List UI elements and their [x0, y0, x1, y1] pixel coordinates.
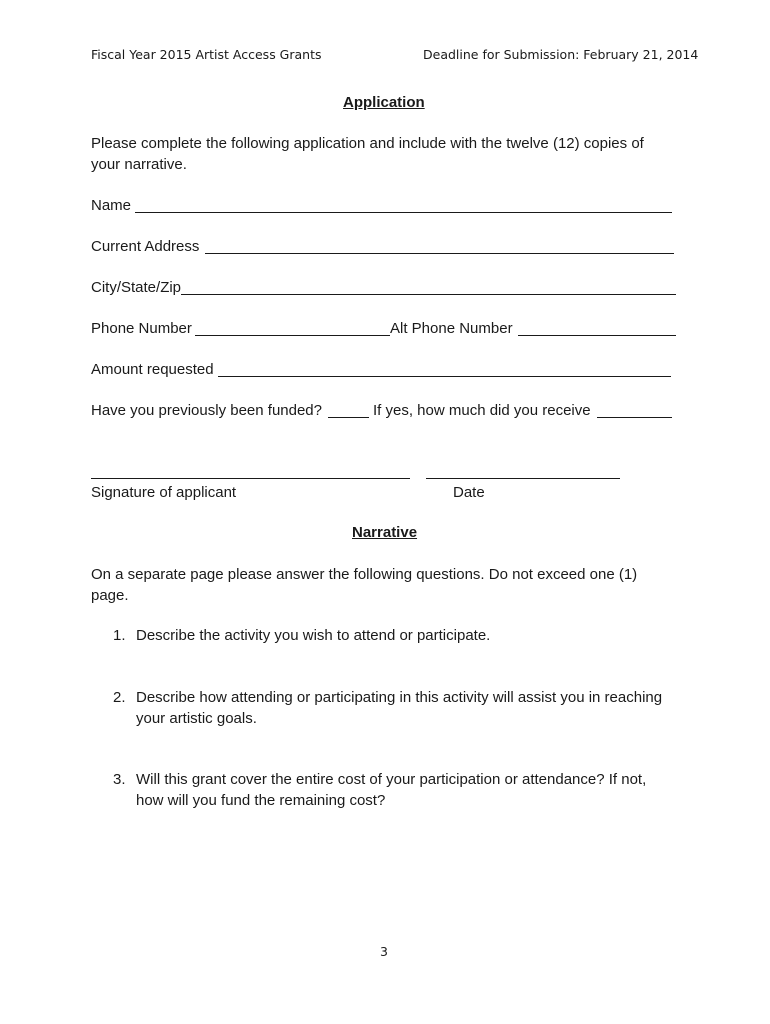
name-label: Name: [91, 197, 132, 214]
narrative-title: Narrative: [352, 524, 418, 541]
previously-funded-field[interactable]: [328, 417, 369, 418]
city-state-zip-field[interactable]: [181, 294, 676, 295]
alt-phone-field[interactable]: [518, 335, 676, 336]
question-text: Describe how attending or participating in this activity will assist you in reaching: [136, 689, 663, 706]
page-number: 3: [380, 944, 388, 959]
application-intro-line1: Please complete the following application and include with the twelve (12) copies of: [91, 135, 644, 152]
question-text: Will this grant cover the entire cost of your participation or attendance? If not,: [136, 771, 647, 788]
funded-amount-label: If yes, how much did you receive: [373, 402, 591, 419]
signature-field[interactable]: [91, 478, 410, 479]
amount-requested-label: Amount requested: [91, 361, 214, 378]
amount-requested-field[interactable]: [218, 376, 671, 377]
name-field[interactable]: [135, 212, 672, 213]
date-label: Date: [453, 484, 485, 501]
city-state-zip-label: City/State/Zip: [91, 279, 182, 296]
funded-amount-field[interactable]: [597, 417, 672, 418]
question-number: 3.: [113, 771, 126, 788]
address-label: Current Address: [91, 238, 200, 255]
previously-funded-label: Have you previously been funded?: [91, 402, 322, 419]
header-deadline: Deadline for Submission: February 21, 2014: [423, 47, 699, 62]
question-number: 2.: [113, 689, 126, 706]
question-text-continued: how will you fund the remaining cost?: [136, 792, 386, 809]
question-number: 1.: [113, 627, 126, 644]
narrative-intro-line1: On a separate page please answer the following questions. Do not exceed one (1): [91, 566, 638, 583]
phone-field[interactable]: [195, 335, 390, 336]
question-text-continued: your artistic goals.: [136, 710, 257, 727]
header-grant-title: Fiscal Year 2015 Artist Access Grants: [91, 47, 322, 62]
alt-phone-label: Alt Phone Number: [390, 320, 513, 337]
phone-label: Phone Number: [91, 320, 192, 337]
question-text: Describe the activity you wish to attend or participate.: [136, 627, 491, 644]
application-title: Application: [343, 94, 425, 111]
date-field[interactable]: [426, 478, 620, 479]
address-field[interactable]: [205, 253, 674, 254]
application-intro-line2: your narrative.: [91, 156, 187, 173]
narrative-intro-line2: page.: [91, 587, 129, 604]
signature-label: Signature of applicant: [91, 484, 237, 501]
